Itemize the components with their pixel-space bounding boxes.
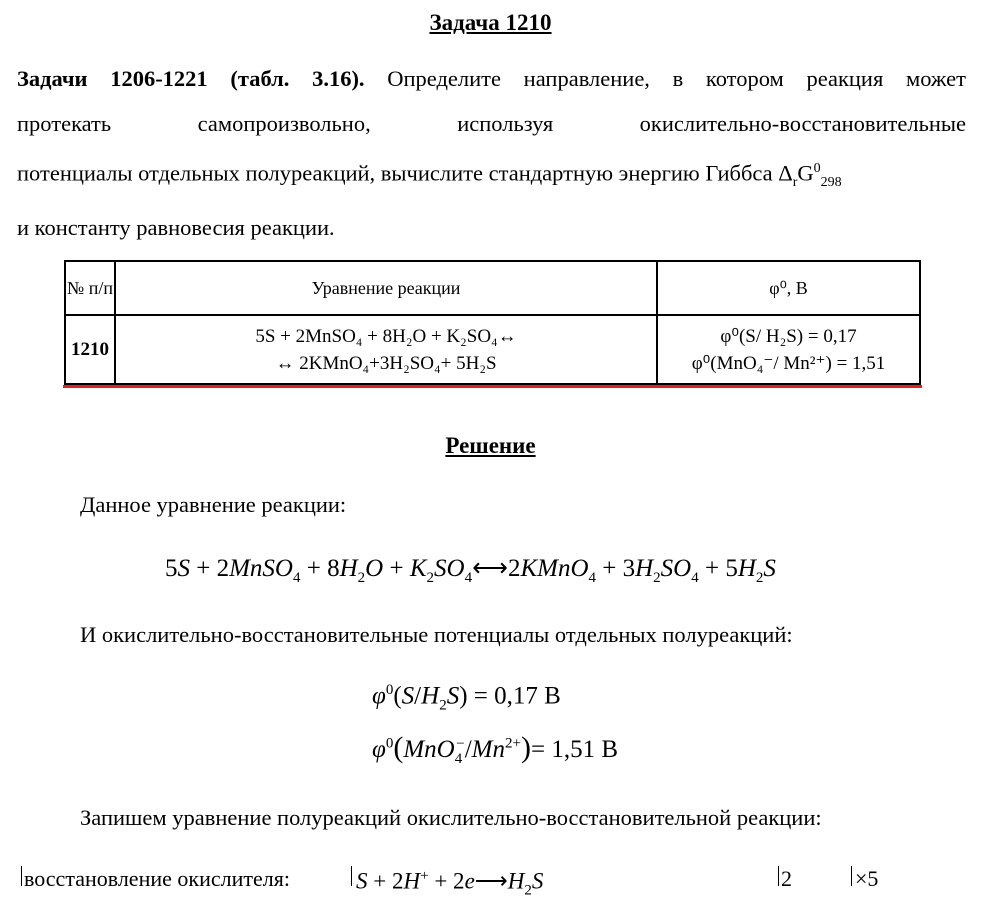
sub-298: 298 (820, 175, 842, 190)
potential-equation-2: $\varphi^0(MnO_4^-/Mn^{2+})= 1,51$ В (372, 731, 618, 767)
problem-ref-bold: Задачи 1206-1221 (табл. 3.16). (17, 66, 365, 91)
header-potential: φ⁰, В (657, 261, 920, 315)
electron-count: 2 (781, 866, 792, 891)
problem-title: Задача 1210 (429, 10, 552, 35)
potential-value-2: 1,51 В (551, 736, 618, 763)
table-red-underline (63, 385, 922, 388)
reaction-equation: 5S + 2MnSO$_4$ + $8H_2O$ + $K_2SO_4⟷2KMnO_4 + 3H_2SO_4 + 5H_2S$ (165, 555, 776, 586)
statement-line3 (17, 146, 966, 205)
reaction-line1: 5S + 2MnSO₄ + 8H₂O + K₂SO₄↔ (255, 325, 517, 347)
reaction-cell (115, 315, 657, 384)
half-reaction-1: $S + 2H^+ + 2e⟶H_2S$ (356, 868, 544, 899)
reaction-line2: ↔ 2KMnO₄+3H₂SO₄+ 5H₂S (275, 352, 497, 374)
table-divider (851, 866, 852, 886)
potentials-label: И окислительно-восстановительные потенциалы отдельных полуреакций: (80, 622, 793, 647)
potential-equation-1: $\varphi^0(S/H_2S) = 0,17$ В (372, 682, 561, 714)
multiplier: ×5 (855, 866, 879, 891)
word: протекать (17, 111, 112, 136)
sub-r: r (792, 175, 798, 190)
statement-line2 (17, 101, 966, 146)
half-reactions-label: Запишем уравнение полуреакций окислительно-восстановительной реакции: (80, 805, 822, 830)
potential-cell (657, 315, 920, 384)
reaction-table (64, 260, 921, 385)
cut-label: восстановление окислителя: (24, 866, 290, 891)
word: окислительно-восстановительные (639, 111, 966, 136)
table-divider (351, 866, 352, 886)
table-divider (21, 866, 22, 886)
problem-statement (17, 56, 966, 250)
gibbs-G: G (797, 160, 814, 186)
statement-text: потенциалы отдельных полуреакций, вычислите стандартную энергию Гиббса Δ (17, 160, 793, 186)
header-equation: Уравнение реакции (115, 261, 657, 315)
row-number: 1210 (65, 315, 115, 384)
solution-title: Решение (445, 433, 536, 458)
potential-value-1: 0,17 В (494, 682, 561, 710)
word: используя (457, 111, 554, 136)
statement-line1: Определите направление, в котором реакция может (364, 66, 966, 91)
potential-line2: φ⁰(MnO₄⁻/ Mn²⁺) = 1,51 (691, 352, 886, 374)
sup-0: 0 (813, 161, 821, 176)
header-number: № п/п (65, 261, 115, 315)
word: самопроизвольно, (197, 111, 371, 136)
potential-line1: φ⁰(S/ H₂S) = 0,17 (720, 325, 857, 347)
table-divider (778, 866, 779, 886)
given-equation-label: Данное уравнение реакции: (80, 492, 347, 517)
statement-line4: и константу равновесия реакции. (17, 215, 335, 240)
